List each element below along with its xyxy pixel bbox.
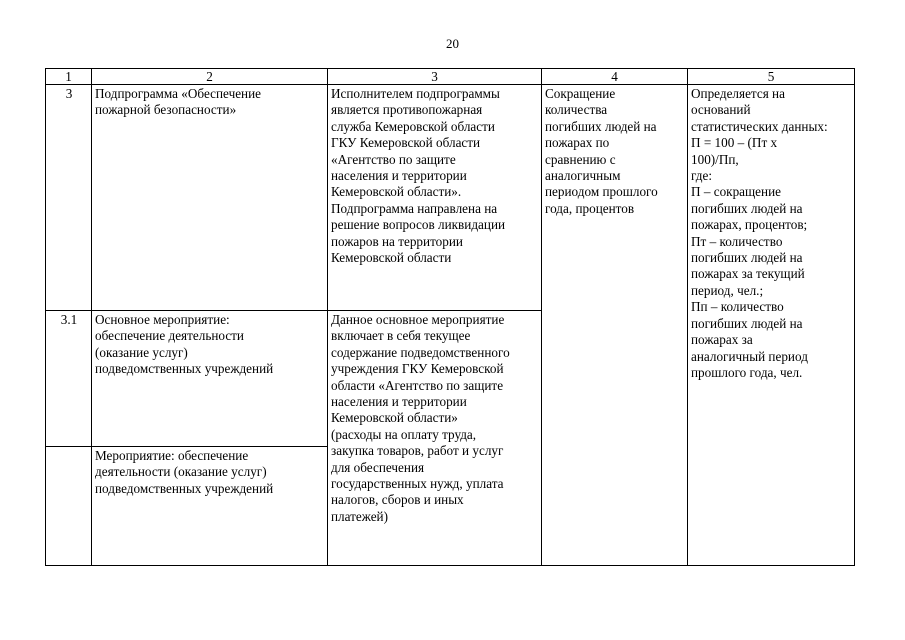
row-number: 3.1	[46, 311, 92, 447]
formula-cell: Определяется на оснований статистических данных: П = 100 – (Пт х 100)/Пп, где: П – сокращение погибших людей на пожарах, процентов; Пт – количество погибших людей на пожарах за текущий период, чел.; Пп – количество погибших людей на пожарах за аналогичный период прошлого года, чел.	[688, 85, 855, 566]
table-header-row	[46, 69, 855, 85]
activity-name-cell: Основное мероприятие: обеспечение деятельности (оказание услуг) подведомственных учреждений	[92, 311, 328, 447]
program-name-cell: Подпрограмма «Обеспечение пожарной безопасности»	[92, 85, 328, 311]
indicator-cell: Сокращение количества погибших людей на пожарах по сравнению с аналогичным периодом прошлого года, процентов	[542, 85, 688, 566]
header-cell: 3	[328, 69, 542, 85]
page-number: 20	[446, 36, 459, 51]
program-description-cell: Исполнителем подпрограммы является противопожарная служба Кемеровской области ГКУ Кемеровской области «Агентство по защите населения и территории Кемеровской области». Подпрограмма направлена на решение вопросов ликвидации пожаров на территории Кемеровской области	[328, 85, 542, 311]
row-number	[46, 447, 92, 566]
header-cell: 1	[46, 69, 92, 85]
header-cell: 2	[92, 69, 328, 85]
row-number: 3	[46, 85, 92, 311]
measure-name-cell: Мероприятие: обеспечение деятельности (оказание услуг) подведомственных учреждений	[92, 447, 328, 566]
program-table	[45, 68, 855, 566]
header-cell: 4	[542, 69, 688, 85]
header-cell: 5	[688, 69, 855, 85]
table-row	[46, 85, 855, 311]
activity-description-cell: Данное основное мероприятие включает в себя текущее содержание подведомственного учреждения ГКУ Кемеровской области «Агентство по защите населения и территории Кемеровской области» (расходы на оплату труда, закупка товаров, работ и услуг для обеспечения государственных нужд, уплата налогов, сборов и иных платежей)	[328, 311, 542, 566]
